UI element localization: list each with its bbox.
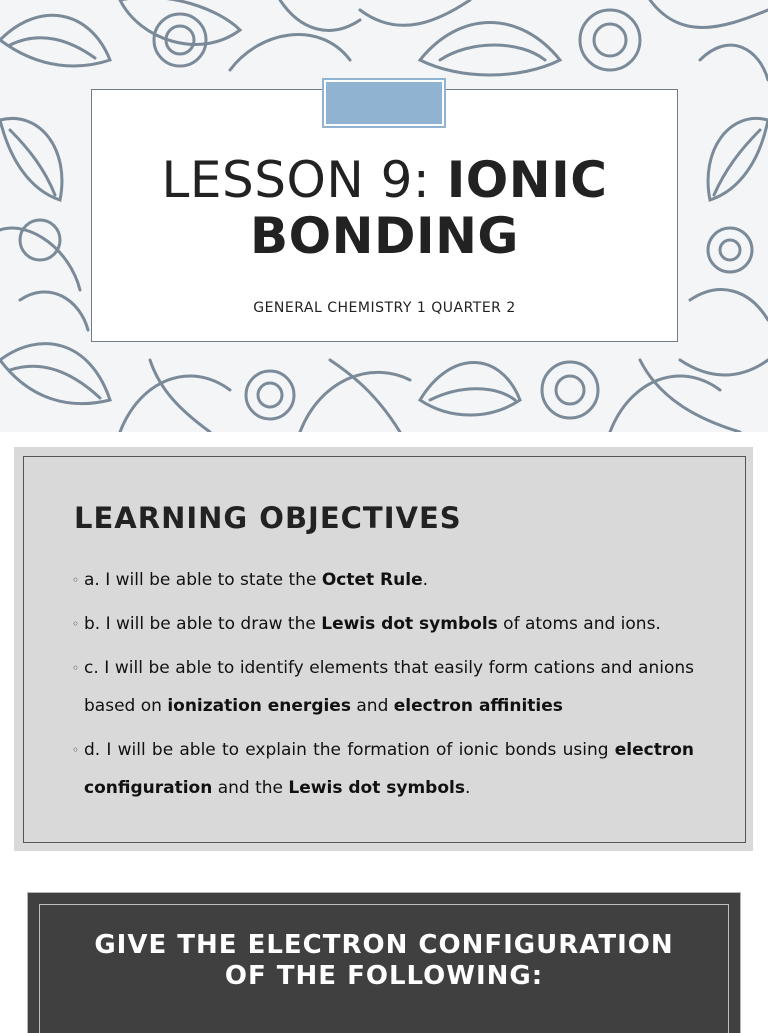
objective-item bbox=[74, 731, 694, 807]
objective-item bbox=[74, 561, 694, 599]
lesson-title bbox=[92, 152, 677, 264]
objective-key-term: Lewis dot symbols bbox=[288, 778, 465, 798]
objective-item bbox=[74, 605, 694, 643]
objective-text: a. I will be able to state the bbox=[84, 570, 322, 590]
question-heading bbox=[28, 930, 740, 992]
objective-text: . bbox=[464, 778, 471, 798]
bullet-icon: ◦ bbox=[72, 661, 80, 675]
title-topic: IONIC BONDING bbox=[250, 151, 608, 265]
objective-text: b. I will be able to draw the bbox=[84, 614, 322, 634]
bullet-icon: ◦ bbox=[72, 743, 80, 757]
title-card bbox=[91, 89, 678, 342]
title-accent-tab bbox=[324, 80, 444, 126]
objective-text: . bbox=[422, 570, 428, 590]
objective-key-term: Octet Rule bbox=[321, 570, 423, 590]
objective-text: d. I will be able to explain the formation of ionic bonds using bbox=[84, 740, 615, 760]
objectives-frame bbox=[23, 456, 746, 843]
objectives-heading: LEARNING OBJECTIVES bbox=[74, 501, 462, 535]
objective-text: and bbox=[350, 696, 394, 716]
objective-item bbox=[74, 649, 694, 725]
objective-text: c. I will be able to identify elements that easily form cations and anions based on bbox=[84, 658, 694, 716]
title-prefix: LESSON 9: bbox=[161, 151, 447, 209]
objective-key-term: electron configuration bbox=[84, 740, 694, 798]
objective-key-term: Lewis dot symbols bbox=[321, 614, 498, 634]
objectives-list bbox=[74, 561, 694, 813]
question-heading-line1: GIVE THE ELECTRON CONFIGURATION bbox=[94, 930, 674, 960]
bullet-icon: ◦ bbox=[72, 617, 80, 631]
question-heading-line2: OF THE FOLLOWING: bbox=[224, 961, 544, 991]
objective-key-term: electron affinities bbox=[393, 696, 563, 716]
objective-text: and the bbox=[212, 778, 289, 798]
title-slide bbox=[0, 0, 768, 432]
objective-text: of atoms and ions. bbox=[497, 614, 661, 634]
objectives-slide bbox=[14, 447, 753, 851]
objective-key-term: ionization energies bbox=[167, 696, 351, 716]
course-subtitle: GENERAL CHEMISTRY 1 QUARTER 2 bbox=[253, 300, 516, 316]
bullet-icon: ◦ bbox=[72, 573, 80, 587]
question-slide bbox=[28, 893, 740, 1033]
